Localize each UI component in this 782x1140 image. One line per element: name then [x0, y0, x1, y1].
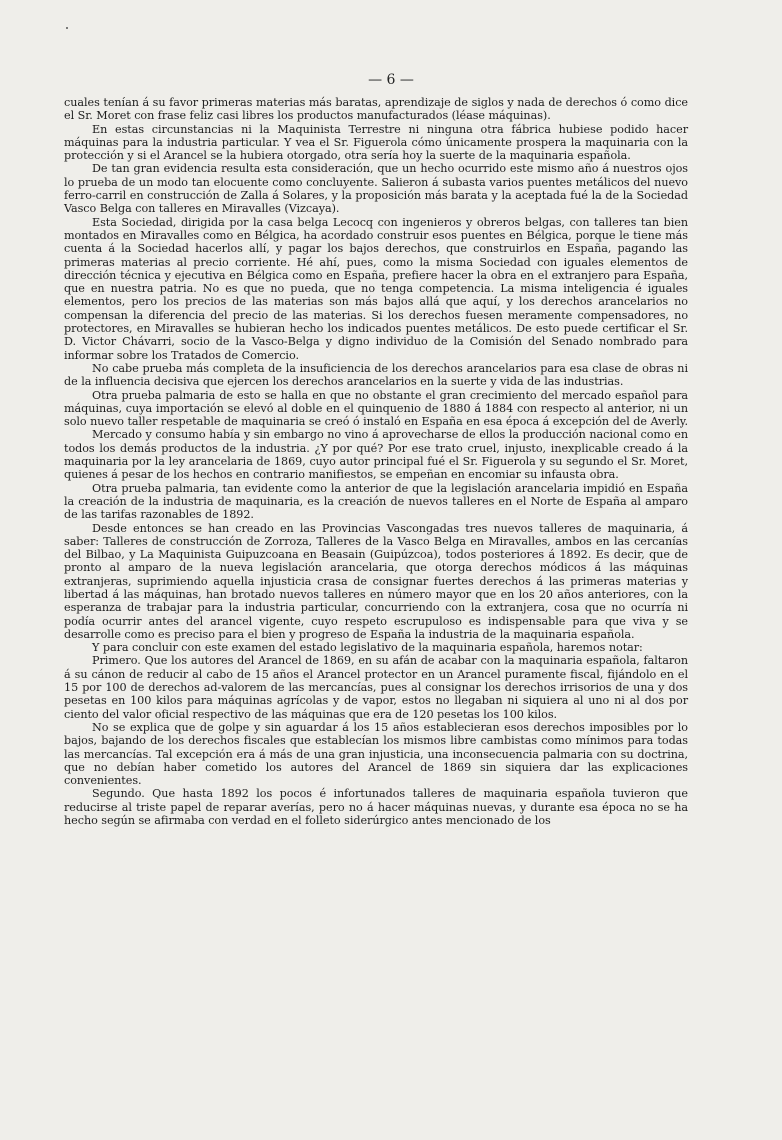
paragraph: No cabe prueba más completa de la insuficiencia de los derechos arancelarios para esa clase de obras ni de la influencia decisiva que ejercen los derechos arancelarios en la suerte y vida de las industrias.	[64, 361, 688, 389]
paragraph: Y para concluir con este examen del estado legislativo de la maquinaria española, haremos notar:	[92, 641, 643, 655]
paragraph: Desde entonces se han creado en las Provincias Vascongadas tres nuevos talleres de maquinaria, á saber: Talleres de construcción de Zorroza, Talleres de la Vasco Belga en Miravalles, ambos en las cercanías del Bilbao, y La Maquinista Guipuzcoana en Beasain (Guipúzcoa), todos posteriores á 1892. Es decir, que de pronto al amparo de la nueva legislación arancelaria, que otorga derechos módicos á las máquinas extranjeras, suprimiendo aquella injusticia crasa de consignar fuertes derechos á las primeras materias y libertad á las máquinas, han brotado nuevos talleres en número mayor que en los 20 años anteriores, con la esperanza de trabajar para la industria particular, concurriendo con la extranjera, cosa que no ocurría ni podía ocurrir antes del arancel vigente, cuyo respeto escrupuloso es indispensable para que viva y se desarrolle como es preciso para el bien y progreso de España la industria de la maquinaria española.	[64, 521, 688, 641]
paragraph: cuales tenían á su favor primeras materias más baratas, aprendizaje de siglos y nada de derechos ó como dice el Sr. Moret con frase feliz casi libres los productos manufacturados (léase máquinas).	[64, 96, 688, 123]
body-text	[64, 96, 688, 827]
paragraph: Segundo. Que hasta 1892 los pocos é infortunados talleres de maquinaria española tuvieron que reducirse al triste papel de reparar averías, pero no á hacer máquinas nuevas, y durante esa época no se ha hecho según se afirmaba con verdad en el folleto siderúrgico antes mencionado de los	[64, 787, 688, 828]
paragraph: No se explica que de golpe y sin aguardar á los 15 años establecieran esos derechos imposibles por lo bajos, bajando de los derechos fiscales que establecían los mismos libre cambistas como mínimos para todas las mercancías. Tal excepción era á más de una gran injusticia, una inconsecuencia palmaria con su doctrina, que no debían haber cometido los autores del Arancel de 1869 sin siquiera dar las explicaciones convenientes.	[64, 720, 688, 788]
paper-speck	[66, 27, 68, 29]
paragraph: Otra prueba palmaria, tan evidente como la anterior de que la legislación arancelaria impidió en España la creación de la industria de maquinaria, es la creación de nuevos talleres en el Norte de España al amparo de las tarifas razonables de 1892.	[64, 481, 688, 522]
paragraph: Mercado y consumo había y sin embargo no vino á aprovecharse de ellos la producción nacional como en todos los demás productos de la industria. ¿Y por qué? Por ese trato cruel, injusto, inexplicable creado á la maquinaria por la ley arancelaria de 1869, cuyo autor principal fué el Sr. Figuerola y su segundo el Sr. Moret, quienes á pesar de los hechos en contrario manifiestos, se empeñan en encomiar su infausta obra.	[64, 428, 688, 482]
paragraph: Primero. Que los autores del Arancel de 1869, en su afán de acabar con la maquinaria española, faltaron á su cánon de reducir al cabo de 15 años el Arancel protector en un Arancel puramente fiscal, fijándolo en el 15 por 100 de derechos ad-valorem de las mercancías, pues al consignar los derechos irrisorios de una y dos pesetas en 100 kilos para máquinas agrícolas y de vapor, estos no llegaban ni siquiera al uno ni al dos por ciento del valor oficial respectivo de las máquinas que era de 120 pesetas los 100 kilos.	[64, 654, 688, 721]
paragraph: En estas circunstancias ni la Maquinista Terrestre ni ninguna otra fábrica hubiese podido hacer máquinas para la industria particular. Y vea el Sr. Figuerola cómo únicamente prospera la maquinaria con la protección y si el Arancel se la hubiera otorgado, otra sería hoy la suerte de la maquinaria española.	[64, 122, 688, 163]
paragraph: Esta Sociedad, dirigida por la casa belga Lecocq con ingenieros y obreros belgas, con talleres tan bien montados en Miravalles como en Bélgica, ha acordado construir esos puentes en Bélgica, porque le tiene más cuenta á la Sociedad hacerlos allí, y pagar los bajos derechos, que construirlos en España, pagando las primeras materias al precio corriente. Hé ahí, pues, como la misma Sociedad con iguales elementos de dirección técnica y ejecutiva en Bélgica como en España, prefiere hacer la obra en el extranjero para España, que en nuestra patria. No es que no pueda, que no tenga competencia. La misma inteligencia é iguales elementos, pero los precios de las materias son más bajos allá que aquí, y los derechos arancelarios no compensan la diferencia del precio de las materias. Si los derechos fuesen meramente compensadores, no protectores, en Miravalles se hubieran hecho los indicados puentes metálicos. De esto puede certificar el Sr. D. Victor Chávarri, socio de la Vasco-Belga y digno individuo de la Comisión del Senado nombrado para informar sobre los Tratados de Comercio.	[64, 215, 688, 362]
paragraph: Otra prueba palmaria de esto se halla en que no obstante el gran crecimiento del mercado español para máquinas, cuya importación se elevó al doble en el quinquenio de 1880 á 1884 con respecto al anterior, ni un solo nuevo taller respetable de maquinaria se creó ó instaló en España en esa época á excepción del de Averly.	[64, 388, 689, 429]
paragraph: De tan gran evidencia resulta esta consideración, que un hecho ocurrido este mismo año á nuestros ojos lo prueba de un modo tan elocuente como concluyente. Salieron á subasta varios puentes metálicos del nuevo ferro-carril en construcción de Zalla á Solares, y la proposición más barata y la aceptada fué la de la Sociedad Vasco Belga con talleres en Miravalles (Vizcaya).	[64, 162, 688, 216]
page-number: — 6 —	[368, 72, 414, 88]
